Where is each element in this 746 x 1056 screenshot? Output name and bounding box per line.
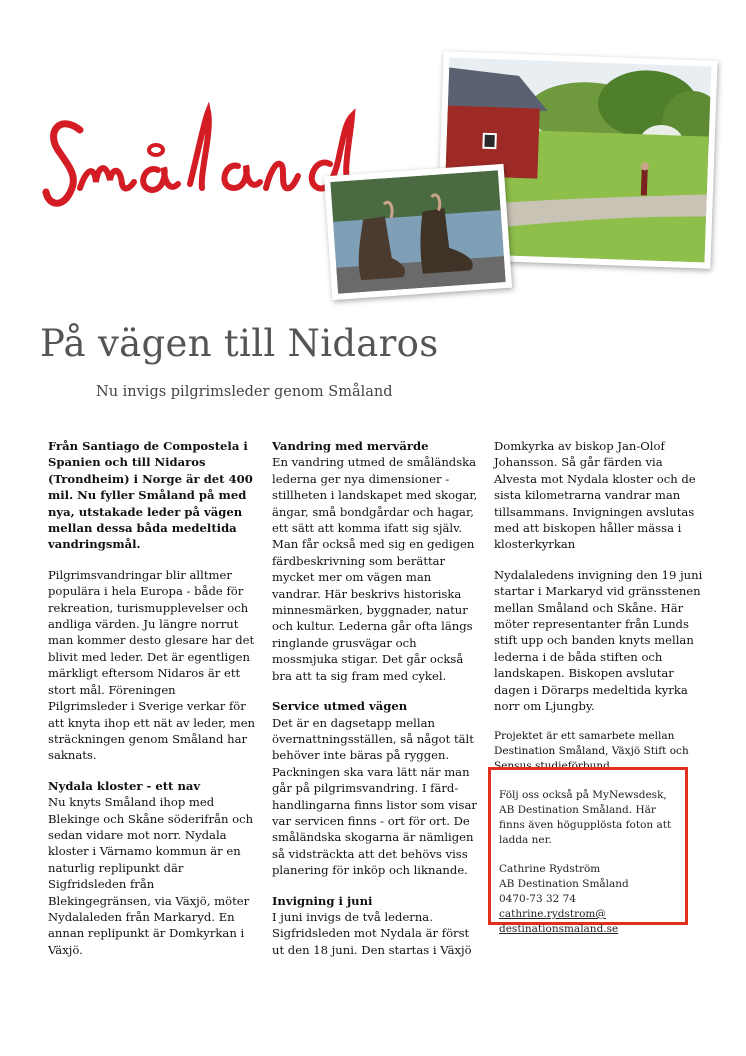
article-column-3 <box>494 438 706 788</box>
contact-intro: Följ oss också på MyNewsdesk, AB Destination Småland. Här finns även högupplösta foton att ladda ner. <box>499 789 672 846</box>
article-column-2 <box>272 438 482 972</box>
lead-paragraph: Från Santiago de Compostela i Spanien och till Nidaros (Trondheim) i Norge är det 400 mil. Nu fyller Småland på med nya, utstakade leder på vägen mellan dessa båda medeltida vandringsmål. <box>48 439 253 552</box>
contact-name: Cathrine Rydström <box>499 863 601 875</box>
svg-text:Småland: Småland <box>40 92 45 93</box>
project-note: Projektet är ett samarbete mellan Destination Småland, Växjö Stift och Sensus studieförbund. <box>494 729 689 772</box>
section-heading: Service utmed vägen <box>272 699 408 714</box>
contact-email-link[interactable]: cathrine.rydstrom@ destinationsmaland.se <box>499 908 619 935</box>
contact-phone: 0470-73 32 74 <box>499 893 577 905</box>
body-paragraph: Nu knyts Småland ihop med Blekinge och Skåne söderifrån och sedan vidare mot norr. Nydala kloster i Värnamo kommun är en naturlig replipunkt där Sigfridsleden från Blekingegränsen, via Växjö, möter Nydalaleden från Markaryd. En annan replipunkt är Domkyrkan i Växjö. <box>48 795 254 957</box>
headline: På vägen till Nidaros <box>40 322 439 365</box>
boots-photo <box>324 164 512 300</box>
body-paragraph: I juni invigs de två lederna. Sigfridsleden mot Nydala är först ut den 18 juni. Den startas i Växjö <box>272 909 472 957</box>
body-paragraph: Nydalaledens invigning den 19 juni startar i Markaryd vid gränsstenen mellan Småland och Skåne. Här möter representanter från Lunds stift upp och banden knyts mellan lederna i de båda stiften och landskapen. Biskopen avslutar dagen i Dörarps medeltida kyrka norr om Ljungby. <box>494 567 703 714</box>
article-column-1 <box>48 438 258 972</box>
body-paragraph: En vandring utmed de småländska lederna ger nya dimensioner - stillheten i landskapet med skogar, ängar, små bondgårdar och hagar, ett sätt att komma ifatt sig själv. Man får också med sig en gedigen färdbeskrivning som berättar mycket mer om vägen man vandrar. Här beskrivs historiska minnesmärken, byggnader, natur och kultur. Lederna går ofta längs ringlande grusvägar och mossmjuka stigar. Det går också bra att ta sig fram med cykel. <box>272 455 478 683</box>
contact-box <box>488 767 688 935</box>
section-heading: Vandring med mervärde <box>272 439 429 453</box>
section-heading: Invigning i juni <box>272 893 373 908</box>
body-paragraph: Domkyrka av biskop Jan-Olof Johansson. Så går färden via Alvesta mot Nydala kloster och de sista kilometrarna vandrar man tillsammans. Invigningen avslutas med att biskopen håller mässa i klosterkyrkan <box>494 439 696 552</box>
subheadline: Nu invigs pilgrimsleder genom Småland <box>96 384 393 400</box>
body-paragraph: Pilgrimsvandringar blir alltmer populära i hela Europa - både för rekreation, turismupplevelser och andliga värden. Ju längre norrut man kommer desto glesare har det blivit med leder. Det är egentligen märkligt eftersom Nidaros är ett stort mål. Föreningen Pilgrimsleder i Sverige verkar för att knyta ihop ett nät av leder, men sträckningen genom Småland har saknats. <box>48 567 256 763</box>
body-paragraph: Det är en dagsetapp mellan övernattningsställen, så något tält behöver inte bäras på ryggen. Packningen ska vara lätt när man går på pilgrimsvandring. I färd-handlingarna finns listor som visar var servicen finns - ort för ort. De småländska skogarna är nämligen så vidsträckta att det behövs viss planering för inköp och liknande. <box>272 715 477 878</box>
section-heading: Nydala kloster - ett nav <box>48 778 201 793</box>
contact-org: AB Destination Småland <box>499 878 629 890</box>
